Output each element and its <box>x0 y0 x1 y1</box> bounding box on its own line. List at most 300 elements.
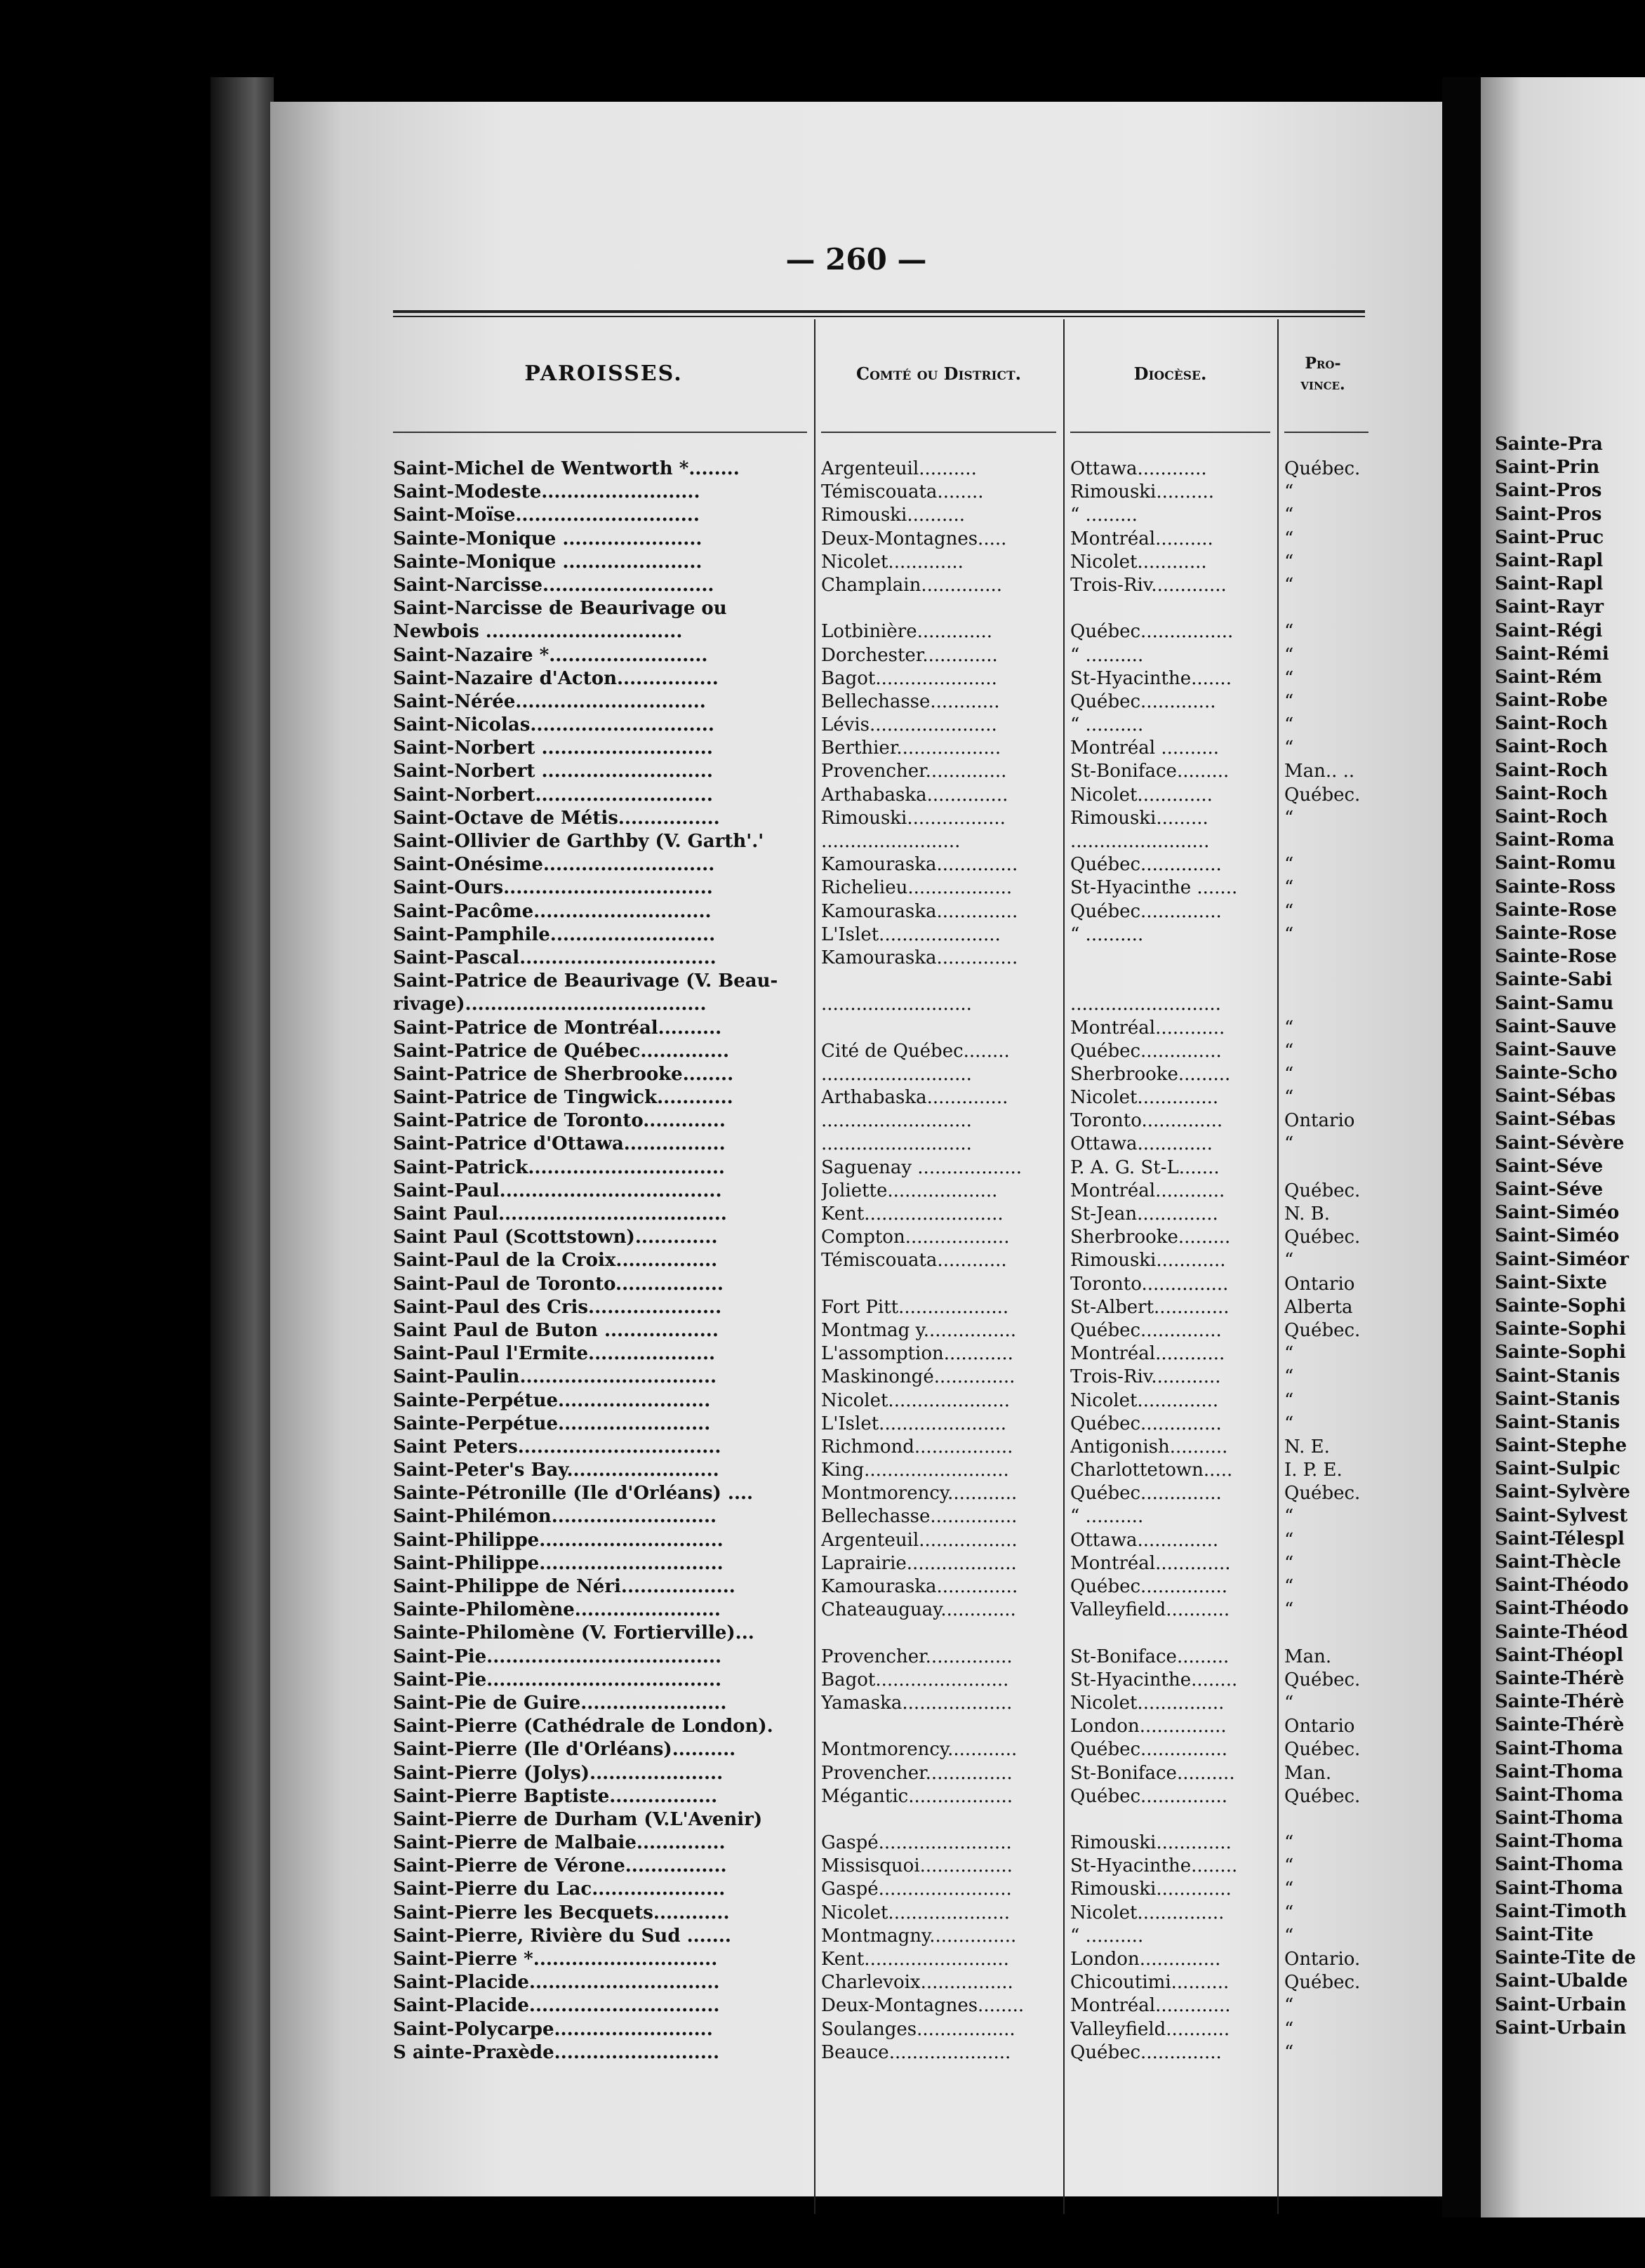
right-page-entry: Saint-Stanis <box>1495 1388 1620 1410</box>
county-district: Provencher.............. <box>821 761 1007 782</box>
right-page-entry: Sainte-Sophi <box>1495 1319 1626 1340</box>
right-page-entry: Saint-Thoma <box>1495 1808 1623 1829</box>
diocese: Montréal.......... <box>1070 528 1213 549</box>
diocese: “ .......... <box>1070 1925 1144 1947</box>
province: Québec. <box>1284 1739 1361 1761</box>
province: “ <box>1284 1506 1294 1528</box>
right-page-entry: Saint-Stanis <box>1495 1411 1620 1433</box>
diocese: Ottawa............. <box>1070 1133 1213 1155</box>
diocese: Montréal .......... <box>1070 738 1220 759</box>
table-row <box>393 2018 1376 2041</box>
table-row <box>393 2041 1376 2064</box>
left-page <box>270 102 1442 2196</box>
right-page-entry: Saint-Théopl <box>1495 1644 1624 1666</box>
province: “ <box>1284 1576 1294 1597</box>
province: Québec. <box>1284 1483 1361 1505</box>
table-row <box>393 481 1376 504</box>
parish-name: Saint-Patrice de Québec.............. <box>393 1040 730 1062</box>
table-row <box>393 1738 1376 1761</box>
province: “ <box>1284 528 1294 549</box>
province: N. B. <box>1284 1203 1330 1225</box>
right-page-entry: Saint-Thoma <box>1495 1761 1623 1782</box>
table-row <box>393 528 1376 551</box>
parish-name: Saint-Octave de Métis................ <box>393 807 720 829</box>
diocese: St-Boniface......... <box>1070 1646 1230 1667</box>
diocese: Trois-Riv............. <box>1070 574 1227 596</box>
parish-name: Saint-Ours................................. <box>393 877 713 899</box>
table-row <box>393 737 1376 760</box>
table-row <box>393 1226 1376 1249</box>
table-row <box>393 620 1376 643</box>
table-row <box>393 830 1376 853</box>
table-row <box>393 1832 1376 1855</box>
right-page-entry: Sainte-Sabi <box>1495 969 1613 991</box>
table-row <box>393 900 1376 923</box>
right-page-entry: Sainte-Thérè <box>1495 1714 1625 1736</box>
province: “ <box>1284 505 1294 526</box>
parish-name: Saint-Pierre (Ile d'Orléans).......... <box>393 1739 736 1761</box>
parish-name: Saint-Patrick............................... <box>393 1156 725 1178</box>
right-page-entry: Saint-Prin <box>1495 457 1600 479</box>
parish-name: Saint-Pierre (Jolys)..................... <box>393 1762 724 1784</box>
right-page-entry: Saint-Théodo <box>1495 1598 1629 1620</box>
right-page-entry: Sainte-Rose <box>1495 922 1617 944</box>
county-district: Bagot....................... <box>821 1669 1009 1690</box>
parish-name: Saint-Philémon.......................... <box>393 1506 717 1528</box>
right-page-entry: Saint-Roch <box>1495 736 1608 758</box>
right-page-list <box>1495 433 1636 2040</box>
province: Québec. <box>1284 1669 1361 1690</box>
right-page-entry: Saint-Sylvest <box>1495 1505 1628 1526</box>
right-page-entry: Saint-Sévère <box>1495 1132 1625 1154</box>
diocese: Québec................ <box>1070 621 1234 643</box>
parish-name: Saint-Nicolas............................. <box>393 714 714 736</box>
parish-name: Saint-Narcisse de Beaurivage ou <box>393 598 727 620</box>
county-district: Bagot..................... <box>821 667 997 689</box>
diocese: Nicolet.............. <box>1070 1087 1219 1109</box>
right-page-entry: Saint-Robe <box>1495 690 1608 712</box>
diocese: St-Jean.............. <box>1070 1203 1218 1225</box>
parish-name: Saint-Polycarpe......................... <box>393 2018 713 2040</box>
province: “ <box>1284 621 1294 643</box>
parish-name: Sainte-Perpétue........................ <box>393 1389 711 1411</box>
table-row <box>393 1389 1376 1413</box>
province: “ <box>1284 667 1294 689</box>
right-page-entry: Saint-Théodo <box>1495 1575 1629 1596</box>
table-header <box>393 319 1368 428</box>
diocese: P. A. G. St-L....... <box>1070 1156 1220 1178</box>
header-diocese: Diocèse. <box>1133 363 1207 384</box>
province: “ <box>1284 1925 1294 1947</box>
book-gutter <box>1442 77 1481 2217</box>
county-district: Lévis...................... <box>821 714 997 736</box>
parish-name: Saint-Pierre, Rivière du Sud ....... <box>393 1925 731 1947</box>
province: Québec. <box>1284 458 1361 479</box>
table-row <box>393 691 1376 714</box>
table-row <box>393 1063 1376 1086</box>
county-district: Fort Pitt................... <box>821 1296 1009 1318</box>
header-underline <box>1284 432 1368 433</box>
parish-name: Saint-Paul des Cris..................... <box>393 1296 722 1318</box>
county-district: Laprairie................... <box>821 1552 1017 1574</box>
parish-name: Saint-Placide.............................. <box>393 1972 720 1994</box>
parish-name: Saint-Paul l'Ermite.................... <box>393 1343 716 1365</box>
table-row <box>393 1249 1376 1272</box>
province: Man.. .. <box>1284 761 1355 782</box>
parish-name: Saint-Paul de Toronto................. <box>393 1273 724 1295</box>
parish-name: Sainte-Perpétue........................ <box>393 1413 711 1434</box>
right-page-entry: Sainte-Théod <box>1495 1621 1628 1643</box>
table-row <box>393 1529 1376 1552</box>
diocese: Québec.............. <box>1070 2041 1222 2063</box>
table-row <box>393 1599 1376 1622</box>
county-district: Gaspé....................... <box>821 1879 1012 1900</box>
diocese: London............... <box>1070 1716 1227 1737</box>
county-district: Montmorency............ <box>821 1739 1018 1761</box>
province: “ <box>1284 1413 1294 1434</box>
county-district: Rimouski................. <box>821 807 1006 829</box>
diocese: Valleyfield........... <box>1070 2018 1230 2040</box>
right-page-entry: Saint-Rapl <box>1495 573 1604 595</box>
county-district: Beauce..................... <box>821 2041 1011 2063</box>
province: “ <box>1284 1599 1294 1621</box>
county-district: Berthier.................. <box>821 738 1001 759</box>
diocese: St-Boniface.......... <box>1070 1762 1235 1784</box>
county-district: Témiscouata............ <box>821 1250 1007 1272</box>
parish-name: Saint-Nazaire *......................... <box>393 644 708 666</box>
parish-name: Saint-Patrice de Sherbrooke........ <box>393 1063 734 1085</box>
table-row <box>393 1040 1376 1063</box>
right-page-entry: Saint-Sébas <box>1495 1086 1616 1107</box>
table-row <box>393 1459 1376 1482</box>
table-row <box>393 597 1376 620</box>
diocese: Québec.............. <box>1070 1319 1222 1341</box>
county-district: Saguenay .................. <box>821 1156 1023 1178</box>
parish-name: Saint-Pierre de Vérone................ <box>393 1855 727 1877</box>
province: “ <box>1284 1529 1294 1551</box>
right-page-entry: Sainte-Scho <box>1495 1062 1618 1084</box>
county-district: Charlevoix................ <box>821 1972 1013 1994</box>
province: “ <box>1284 1902 1294 1923</box>
parish-name: Saint Peters................................ <box>393 1436 721 1457</box>
table-row <box>393 1109 1376 1133</box>
right-page-entry: Saint-Régi <box>1495 620 1603 641</box>
right-page-entry: Saint-Samu <box>1495 992 1614 1014</box>
right-page-entry: Saint-Pros <box>1495 480 1602 502</box>
province: “ <box>1284 691 1294 712</box>
parish-name: Saint-Pierre Baptiste................. <box>393 1785 718 1807</box>
diocese: Trois-Riv............ <box>1070 1366 1221 1388</box>
parish-name: Saint-Pie..................................... <box>393 1669 722 1690</box>
diocese: St-Hyacinthe........ <box>1070 1669 1238 1690</box>
county-district: Provencher............... <box>821 1762 1013 1784</box>
table-row <box>393 1715 1376 1738</box>
right-page-entry: Saint-Ubalde <box>1495 1970 1628 1992</box>
right-page-entry: Saint-Sulpic <box>1495 1458 1620 1480</box>
right-page-entry: Sainte-Thérè <box>1495 1691 1625 1713</box>
diocese: “ .......... <box>1070 923 1144 945</box>
table-row <box>393 1366 1376 1389</box>
diocese: Ottawa............ <box>1070 458 1207 479</box>
province: Québec. <box>1284 1319 1361 1341</box>
header-double-rule <box>393 310 1365 317</box>
table-row <box>393 1925 1376 1948</box>
province: “ <box>1284 1343 1294 1365</box>
right-page-entry: Sainte-Rose <box>1495 899 1617 921</box>
diocese: Québec.............. <box>1070 854 1222 876</box>
right-page-entry: Saint-Stanis <box>1495 1365 1620 1387</box>
county-district: Argenteuil.......... <box>821 458 977 479</box>
table-row <box>393 1902 1376 1925</box>
right-page-entry: Saint-Roch <box>1495 782 1608 804</box>
book-page-edge <box>211 77 274 2196</box>
county-district: .......................... <box>821 1133 972 1155</box>
table-row <box>393 1505 1376 1528</box>
diocese: Toronto............... <box>1070 1273 1229 1295</box>
table-row <box>393 807 1376 830</box>
right-page-entry: Sainte-Pra <box>1495 434 1603 455</box>
table-row <box>393 1622 1376 1645</box>
county-district: Dorchester............. <box>821 644 998 666</box>
parish-name: Saint-Pamphile.......................... <box>393 923 716 945</box>
parish-name: Saint-Paul................................... <box>393 1180 722 1201</box>
right-page-entry: Saint-Siméo <box>1495 1225 1620 1247</box>
county-district: Témiscouata........ <box>821 481 984 503</box>
province: “ <box>1284 900 1294 922</box>
diocese: “ ......... <box>1070 505 1138 526</box>
county-district: Chateauguay............. <box>821 1599 1016 1621</box>
county-district: Gaspé....................... <box>821 1832 1012 1854</box>
county-district: Nicolet..................... <box>821 1389 1010 1411</box>
county-district: Compton.................. <box>821 1227 1010 1248</box>
table-row <box>393 1296 1376 1319</box>
right-page-entry: Saint-Sauve <box>1495 1039 1617 1060</box>
county-district: Bellechasse............ <box>821 691 1000 712</box>
table-row <box>393 1086 1376 1109</box>
diocese: Rimouski............. <box>1070 1832 1232 1854</box>
parish-name: Saint-Pierre (Cathédrale de London). <box>393 1716 773 1737</box>
table-row <box>393 1575 1376 1599</box>
parish-name: Saint-Paulin............................... <box>393 1366 717 1388</box>
diocese: Québec.............. <box>1070 1040 1222 1062</box>
parish-name: Saint-Pierre les Becquets............ <box>393 1902 730 1923</box>
parish-name: Saint-Pierre de Durham (V.L'Avenir) <box>393 1808 763 1830</box>
diocese: Toronto.............. <box>1070 1110 1223 1132</box>
table-row <box>393 1482 1376 1505</box>
table-row <box>393 947 1376 970</box>
table-row <box>393 644 1376 667</box>
diocese: St-Hyacinthe........ <box>1070 1855 1238 1877</box>
province: “ <box>1284 1250 1294 1272</box>
parish-name: Saint-Narcisse........................... <box>393 574 714 596</box>
parish-name: Saint Paul (Scottstown)............. <box>393 1227 718 1248</box>
right-page-entry: Sainte-Thérè <box>1495 1667 1625 1689</box>
right-page-entry: Saint-Télespl <box>1495 1528 1625 1549</box>
right-page-entry: Saint-Thècle <box>1495 1552 1621 1573</box>
table-row <box>393 1273 1376 1296</box>
province: “ <box>1284 574 1294 596</box>
table-row <box>393 504 1376 527</box>
parish-name: Saint-Norbert............................ <box>393 784 713 806</box>
table-row <box>393 876 1376 900</box>
county-district: Soulanges................. <box>821 2018 1015 2040</box>
table-row <box>393 1342 1376 1366</box>
table-row <box>393 1552 1376 1575</box>
province: Man. <box>1284 1762 1332 1784</box>
county-district: L'Islet...................... <box>821 1413 1006 1434</box>
table-row <box>393 1436 1376 1459</box>
right-page-entry: Saint-Rayr <box>1495 596 1604 618</box>
parish-name: Saint-Pierre du Lac..................... <box>393 1879 726 1900</box>
right-page-entry: Saint-Roch <box>1495 713 1608 735</box>
diocese: St-Albert............. <box>1070 1296 1230 1318</box>
diocese: Charlottetown..... <box>1070 1460 1233 1481</box>
diocese: Sherbrooke......... <box>1070 1227 1231 1248</box>
county-district: Mégantic.................. <box>821 1785 1013 1807</box>
diocese: .......................... <box>1070 994 1221 1015</box>
right-page-entry: Sainte-Sophi <box>1495 1295 1626 1316</box>
header-underline <box>821 432 1056 433</box>
right-page-entry: Saint-Sébas <box>1495 1109 1616 1130</box>
parish-name: rivage)...................................... <box>393 994 707 1015</box>
table-row <box>393 1156 1376 1180</box>
table-row <box>393 667 1376 691</box>
right-page-entry: Saint-Pros <box>1495 503 1602 525</box>
province: “ <box>1284 1855 1294 1877</box>
parish-name: Saint-Patrice de Toronto............. <box>393 1110 726 1132</box>
parish-name: Saint-Patrice de Beaurivage (V. Beau- <box>393 970 778 992</box>
parish-name: Saint Paul de Buton .................. <box>393 1319 719 1341</box>
parish-name: Saint-Moïse............................. <box>393 505 700 526</box>
county-district: Lotbinière............. <box>821 621 993 643</box>
province: N. E. <box>1284 1436 1330 1457</box>
county-district: Arthabaska.............. <box>821 784 1008 806</box>
county-district: Bellechasse............... <box>821 1506 1018 1528</box>
province: “ <box>1284 877 1294 899</box>
county-district: Richmond................. <box>821 1436 1013 1457</box>
table-row <box>393 1808 1376 1832</box>
parish-name: Saint-Norbert ........................... <box>393 761 713 782</box>
table-row <box>393 1762 1376 1785</box>
right-page-entry: Saint-Timoth <box>1495 1900 1627 1922</box>
page-number: — 260 — <box>785 242 927 276</box>
table-row <box>393 1180 1376 1203</box>
county-district: Kent......................... <box>821 1949 1009 1970</box>
province: Ontario <box>1284 1273 1355 1295</box>
county-district: King......................... <box>821 1460 1009 1481</box>
county-district: Kamouraska.............. <box>821 947 1018 968</box>
diocese: London.............. <box>1070 1949 1221 1970</box>
parish-name: Saint-Paul de la Croix................ <box>393 1250 718 1272</box>
diocese: Rimouski............. <box>1070 1879 1232 1900</box>
right-page-entry: Saint-Romu <box>1495 853 1616 874</box>
diocese: Nicolet............ <box>1070 551 1207 573</box>
county-district: Rimouski.......... <box>821 505 966 526</box>
province: “ <box>1284 1040 1294 1062</box>
parish-name: Saint-Philippe............................. <box>393 1529 724 1551</box>
table-row <box>393 1319 1376 1342</box>
province: I. P. E. <box>1284 1460 1343 1481</box>
parish-name: Sainte-Philomène (V. Fortierville)... <box>393 1622 754 1644</box>
diocese: Nicolet............... <box>1070 1692 1225 1714</box>
right-page-entry: Saint-Sauve <box>1495 1015 1617 1037</box>
right-page-entry: Saint-Thoma <box>1495 1784 1623 1806</box>
province: Ontario <box>1284 1110 1355 1132</box>
parish-name: Saint-Nazaire d'Acton................ <box>393 667 719 689</box>
diocese: “ .......... <box>1070 1506 1144 1528</box>
province: Ontario <box>1284 1716 1355 1737</box>
county-district: Richelieu.................. <box>821 877 1013 899</box>
parish-name: Saint-Pie..................................... <box>393 1646 722 1667</box>
province: “ <box>1284 854 1294 876</box>
right-page-entry: Saint-Roch <box>1495 806 1608 827</box>
right-page-entry: Saint-Tite <box>1495 1924 1594 1945</box>
right-page-entry: Sainte-Rose <box>1495 946 1617 968</box>
right-page-entry: Saint-Siméor <box>1495 1248 1629 1270</box>
diocese: Montréal............ <box>1070 1180 1225 1201</box>
diocese: St-Hyacinthe ....... <box>1070 877 1238 899</box>
province: Québec. <box>1284 784 1361 806</box>
diocese: Antigonish.......... <box>1070 1436 1228 1457</box>
right-page-entry: Saint-Rapl <box>1495 549 1604 571</box>
diocese: Québec.............. <box>1070 1413 1222 1434</box>
county-district: Yamaska................... <box>821 1692 1013 1714</box>
province: Québec. <box>1284 1227 1361 1248</box>
diocese: Québec............. <box>1070 691 1216 712</box>
diocese: Valleyfield........... <box>1070 1599 1230 1621</box>
province: “ <box>1284 1087 1294 1109</box>
county-district: Nicolet..................... <box>821 1902 1010 1923</box>
diocese: Sherbrooke......... <box>1070 1063 1231 1085</box>
parish-name: Saint-Patrice d'Ottawa................ <box>393 1133 726 1155</box>
diocese: Nicolet.............. <box>1070 1389 1219 1411</box>
diocese: Québec............... <box>1070 1739 1228 1761</box>
county-district: Kamouraska.............. <box>821 854 1018 876</box>
parish-name: Saint-Pierre *............................. <box>393 1949 718 1970</box>
diocese: Montréal............ <box>1070 1343 1225 1365</box>
table-row <box>393 1017 1376 1040</box>
right-page-entry: Saint-Siméo <box>1495 1202 1620 1224</box>
province: “ <box>1284 1017 1294 1039</box>
county-district: L'assomption............ <box>821 1343 1013 1365</box>
parish-name: Saint-Pierre de Malbaie.............. <box>393 1832 726 1854</box>
diocese: Montréal............. <box>1070 1995 1231 2017</box>
right-page-entry: Saint-Rém <box>1495 666 1602 688</box>
right-page-entry: Saint-Séve <box>1495 1179 1604 1200</box>
right-page-entry: Saint-Thoma <box>1495 1737 1623 1759</box>
county-district: Cité de Québec........ <box>821 1040 1010 1062</box>
county-district: Provencher............... <box>821 1646 1013 1667</box>
diocese: Québec.............. <box>1070 1483 1222 1505</box>
parish-name: Sainte-Pétronille (Ile d'Orléans) .... <box>393 1483 754 1505</box>
province: “ <box>1284 481 1294 503</box>
table-row <box>393 760 1376 783</box>
county-district: Nicolet............. <box>821 551 964 573</box>
parish-name: Saint-Onésime........................... <box>393 854 715 876</box>
province: “ <box>1284 551 1294 573</box>
province: “ <box>1284 1063 1294 1085</box>
county-district: .......................... <box>821 1063 972 1085</box>
right-page-entry: Saint-Pruc <box>1495 526 1604 548</box>
parish-name: Saint-Patrice de Montréal.......... <box>393 1017 722 1039</box>
province: Alberta <box>1284 1296 1353 1318</box>
parish-name: Newbois ............................... <box>393 621 683 643</box>
parish-name: Saint-Nérée.............................. <box>393 691 706 712</box>
parish-name: Saint-Placide.............................. <box>393 1995 720 2017</box>
province: “ <box>1284 2018 1294 2040</box>
right-page <box>1481 77 1645 2217</box>
parish-name: Saint-Pie de Guire....................... <box>393 1692 727 1714</box>
